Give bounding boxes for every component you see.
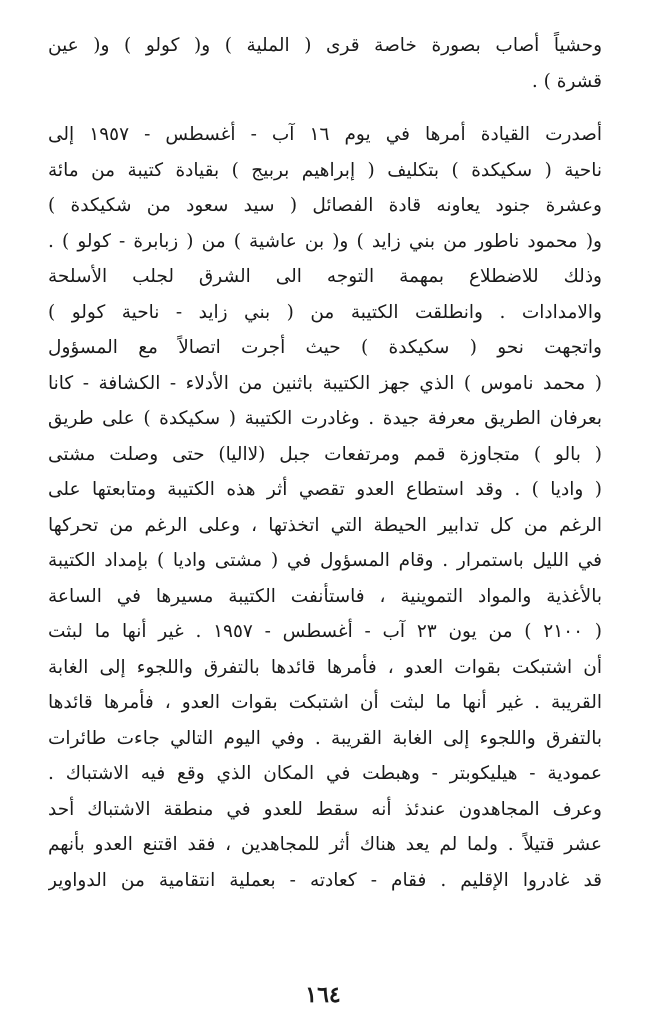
text-line: بعرفان الطريق معرفة جيدة . وغادرت الكتيبة ( سكيكدة ) على طريق [48,408,602,429]
paragraph-gap [48,99,602,117]
text-line: قشرة ) . [531,70,602,92]
page-number: ١٦٤ [305,982,341,1008]
text-line: في الليل باستمرار . وقام المسؤول في ( مشتى واديا ) بإمداد الكتيبة [48,550,602,571]
paragraph-1 [48,28,602,99]
text-line: وعرف المجاهدون عندئذ أنه سقط للعدو في منطقة الاشتباك أحد [48,798,602,820]
text-line: وحشياً أصاب بصورة خاصة قرى ( الملية ) و( كولو ) و( عين [48,35,602,56]
text-line: الرغم من كل تدابير الحيطة التي اتخذتها ، وعلى الرغم من تحركها [48,514,602,536]
text-line: ( واديا ) . وقد استطاع العدو تقصي أثر هذه الكتيبة ومتابعتها على [48,479,602,500]
text-line: عمودية - هيليكوبتر - وهبطت في المكان الذي وقع فيه الاشتباك . [48,763,602,784]
text-line: والامدادات . وانطلقت الكتيبة من ( بني زايد - ناحية كولو ) [48,301,602,323]
text-line: ( ٢١٠٠ ) من يون ٢٣ آب - أغسطس - ١٩٥٧ . غير أنها ما لبثت [48,621,602,642]
text-line: واتجهت نحو ( سكيكدة ) حيث أجرت اتصالاً مع المسؤول [48,337,602,358]
text-line: أصدرت القيادة أمرها في يوم ١٦ آب - أغسطس - ١٩٥٧ إلى [48,124,602,145]
text-line: و( محمود ناطور من بني زايد ) و( بن عاشية ) من ( زبابرة - كولو ) . [48,230,602,252]
document-page [48,28,602,898]
text-line: بالتفرق واللجوء إلى الغابة القريبة . وفي اليوم التالي جاءت طائرات [48,727,602,749]
text-line: ( محمد ناموس ) الذي جهز الكتيبة باثنين من الأدلاء - الكشافة - كانا [48,372,602,394]
text-line: قد غادروا الإقليم . فقام - كعادته - بعملية انتقامية من الدواوير [48,869,602,891]
text-line: القريبة . غير أنها ما لبثت أن اشتبكت بقوات العدو ، فأمرها قائدها [48,692,602,713]
text-line: أن اشتبكت بقوات العدو ، فأمرها قائدها بالتفرق واللجوء إلى الغابة [48,656,602,678]
text-line: ناحية ( سكيكدة ) بتكليف ( إبراهيم بربيج ) بقيادة كتيبة من مائة [48,159,602,181]
text-line: وعشرة جنود يعاونه قادة الفصائل ( سيد سعود من شكيكدة ) [48,195,602,216]
text-line: بالأغذية والمواد التموينية ، فاستأنفت الكتيبة مسيرها في الساعة [48,585,602,607]
text-line: وذلك للاضطلاع بمهمة التوجه الى الشرق لجلب الأسلحة [48,266,602,287]
paragraph-2 [48,117,602,898]
text-line: ( بالو ) متجاوزة قمم ومرتفعات جبل (لااليا) حتى وصلت مشتى [48,443,602,465]
text-line: عشر قتيلاً . ولما لم يعد هناك أثر للمجاهدين ، فقد اقتنع العدو بأنهم [48,834,602,855]
